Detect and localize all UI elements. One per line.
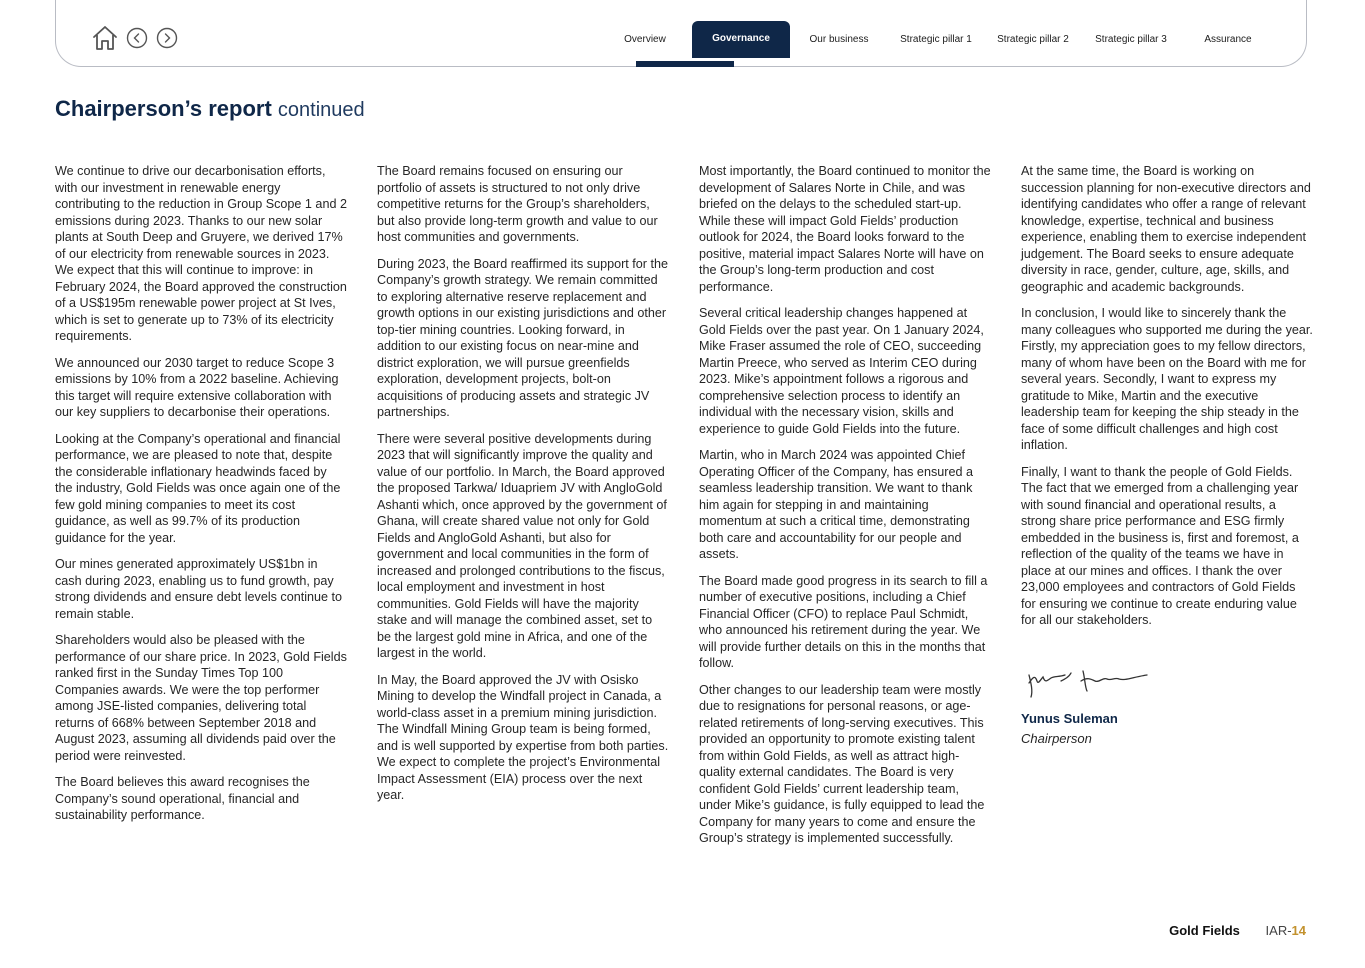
- paragraph: During 2023, the Board reaffirmed its support for the Company’s growth strategy. We remain committed to exploring alternative reserve replacement and growth options in our existing jurisdictions and other top-tier mining countries. Looking forward, in addition to our existing focus on near-mine and district exploration, we will pursue greenfields exploration, development projects, bolt-on acquisitions of producing assets and strategic JV partnerships.: [377, 256, 668, 419]
- top-navigation-bar: [55, 0, 1307, 67]
- back-arrow-icon[interactable]: [126, 27, 148, 49]
- paragraph: Several critical leadership changes happened at Gold Fields over the past year. On 1 January 2024, Mike Fraser assumed the role of CEO, succeeding Martin Preece, who served as Interim CEO during 2023. Mike’s appointment follows a rigorous and comprehensive selection process to identify an individual with the necessary vision, skills and experience to guide Gold Fields into the future.: [699, 306, 984, 436]
- footer-brand: Gold Fields: [1169, 923, 1240, 938]
- tab-strategic-pillar-2[interactable]: Strategic pillar 2: [997, 34, 1069, 45]
- text-column-3: [699, 163, 991, 857]
- paragraph: Finally, I want to thank the people of Gold Fields. The fact that we emerged from a challenging year with sound financial and operational results, a strong share price performance and ESG firmly embedded in the business is, first and foremost, a reflection of the quality of the teams we have in place at our mines and offices. I thank the over 23,000 employees and contractors of Gold Fields for ensuring we continue to create enduring value for all our stakeholders.: [1021, 464, 1299, 627]
- forward-arrow-icon[interactable]: [156, 27, 178, 49]
- paragraph: In May, the Board approved the JV with Osisko Mining to develop the Windfall project in Canada, a world-class asset in a premium mining jurisdiction. The Windfall Mining Group team is being formed, and is well supported by expertise from both parties. We expect to complete the project’s Environmental Impact Assessment (EIA) process over the next year.: [377, 672, 669, 802]
- tab-assurance[interactable]: Assurance: [1204, 34, 1252, 45]
- page-title-suffix: continued: [277, 99, 365, 121]
- footer-report-code: IAR-: [1265, 923, 1292, 938]
- page-title-main: Chairperson’s report: [55, 96, 272, 121]
- paragraph: The Board remains focused on ensuring our portfolio of assets is structured to not only drive competitive returns for the Group’s shareholders, but also provide long-term growth and value to our host communities and governments.: [377, 164, 658, 244]
- paragraph: The Board believes this award recognises the Company’s sound operational, financial and sustainability performance.: [55, 775, 310, 822]
- signatory-role: Chairperson: [1021, 730, 1092, 746]
- text-column-1: [55, 163, 347, 834]
- paragraph: The Board made good progress in its search to fill a number of executive positions, including a Chief Financial Officer (CFO) to replace Paul Schmidt, who announced his retirement during the year. We will provide further details on this in the months that follow.: [699, 573, 988, 670]
- paragraph: Other changes to our leadership team were mostly due to resignations for personal reasons, or age-related retirements of long-serving executives. This provided an opportunity to promote existing talent from within Gold Fields, as well as attract high-quality external candidates. The Board is very confident Gold Fields’ current leadership team, under Mike’s guidance, is fully equipped to lead the Company for many years to come and ensure the Group’s strategy is implemented successfully.: [699, 682, 985, 845]
- paragraph: Our mines generated approximately US$1bn in cash during 2023, enabling us to fund growth, pay strong dividends and ensure debt levels continue to remain stable.: [55, 557, 343, 621]
- paragraph: We announced our 2030 target to reduce Scope 3 emissions by 10% from a 2022 baseline. Achieving this target will require extensive collaboration with our key suppliers to decarbonise their operations.: [55, 355, 339, 419]
- paragraph: In conclusion, I would like to sincerely thank the many colleagues who supported me during the year. Firstly, my appreciation goes to my fellow directors, many of whom have been on the Board with me for several years. Secondly, I want to express my gratitude to Mike, Martin and the executive leadership team for keeping the ship steady in the face of some difficult challenges and high cost inflation.: [1021, 306, 1313, 452]
- tab-strategic-pillar-1[interactable]: Strategic pillar 1: [900, 34, 972, 45]
- signatory-name: Yunus Suleman: [1021, 711, 1118, 726]
- paragraph: There were several positive developments during 2023 that will significantly improve the quality and value of our portfolio. In March, the Board approved the proposed Tarkwa/ Iduapriem JV with AngloGold Ashanti which, once approved by the government of Ghana, will create shared value not only for Gold Fields and AngloGold Ashanti, but also for government and local communities in the form of increased and prolonged contributions to the fiscus, local employment and investment in host communities. Gold Fields will have the majority stake and will manage the combined asset, set to be the largest gold mine in Africa, and one of the largest in the world.: [377, 431, 667, 660]
- tab-governance[interactable]: Governance: [692, 21, 790, 58]
- page-footer: [1169, 923, 1306, 938]
- paragraph: Shareholders would also be pleased with the performance of our share price. In 2023, Gold Fields ranked first in the Sunday Times Top 100 Companies awards. We were the top performer among JSE-listed companies, delivering total returns of 668% between September 2018 and August 2023, assuming all dividends paid over the period were reinvested.: [55, 633, 347, 763]
- page-number: 14: [1291, 923, 1306, 938]
- paragraph: At the same time, the Board is working on succession planning for non-executive directors and identifying candidates who offer a range of relevant knowledge, expertise, technical and business experience, enabling them to exercise independent judgement. The Board seeks to ensure adequate diversity in race, gender, culture, age, skills, and geographic and academic backgrounds.: [1021, 164, 1311, 294]
- nav-icon-group: [91, 24, 186, 52]
- tab-our-business[interactable]: Our business: [809, 34, 869, 45]
- paragraph: Most importantly, the Board continued to monitor the development of Salares Norte in Chile, and was briefed on the delays to the scheduled start-up. While these will impact Gold Fields’ production outlook for 2024, the Board looks forward to the positive, material impact Salares Norte will have on the Group’s long-term production and cost performance.: [699, 164, 991, 294]
- paragraph: Martin, who in March 2024 was appointed Chief Operating Officer of the Company, has ensured a seamless leadership transition. We want to thank him again for stepping in and maintaining momentum at such a critical time, demonstrating both care and accountability for our people and assets.: [699, 448, 973, 561]
- paragraph: We continue to drive our decarbonisation efforts, with our investment in renewable energy contributing to the reduction in Group Scope 1 and 2 emissions during 2023. Thanks to our new solar plants at South Deep and Gruyere, we derived 17% of our electricity from renewable sources in 2023. We expect that this will continue to improve: in February 2024, the Board approved the construction of a US$195m renewable power project at St Ives, which is set to generate up to 73% of its electricity requirements.: [55, 164, 347, 343]
- page-title: [55, 96, 365, 122]
- paragraph: Looking at the Company’s operational and financial performance, we are pleased to note that, despite the considerable inflationary headwinds faced by the industry, Gold Fields was once again one of the few gold mining companies to meet its cost guidance, as well as 99.7% of its production guidance for the year.: [55, 431, 341, 545]
- text-column-4: [1021, 163, 1313, 747]
- tab-strategic-pillar-3[interactable]: Strategic pillar 3: [1095, 34, 1167, 45]
- signature-image: [1021, 661, 1161, 701]
- tab-overview[interactable]: Overview: [624, 34, 666, 45]
- text-column-2: [377, 163, 669, 814]
- home-icon[interactable]: [91, 24, 119, 52]
- active-tab-indicator: [636, 61, 734, 67]
